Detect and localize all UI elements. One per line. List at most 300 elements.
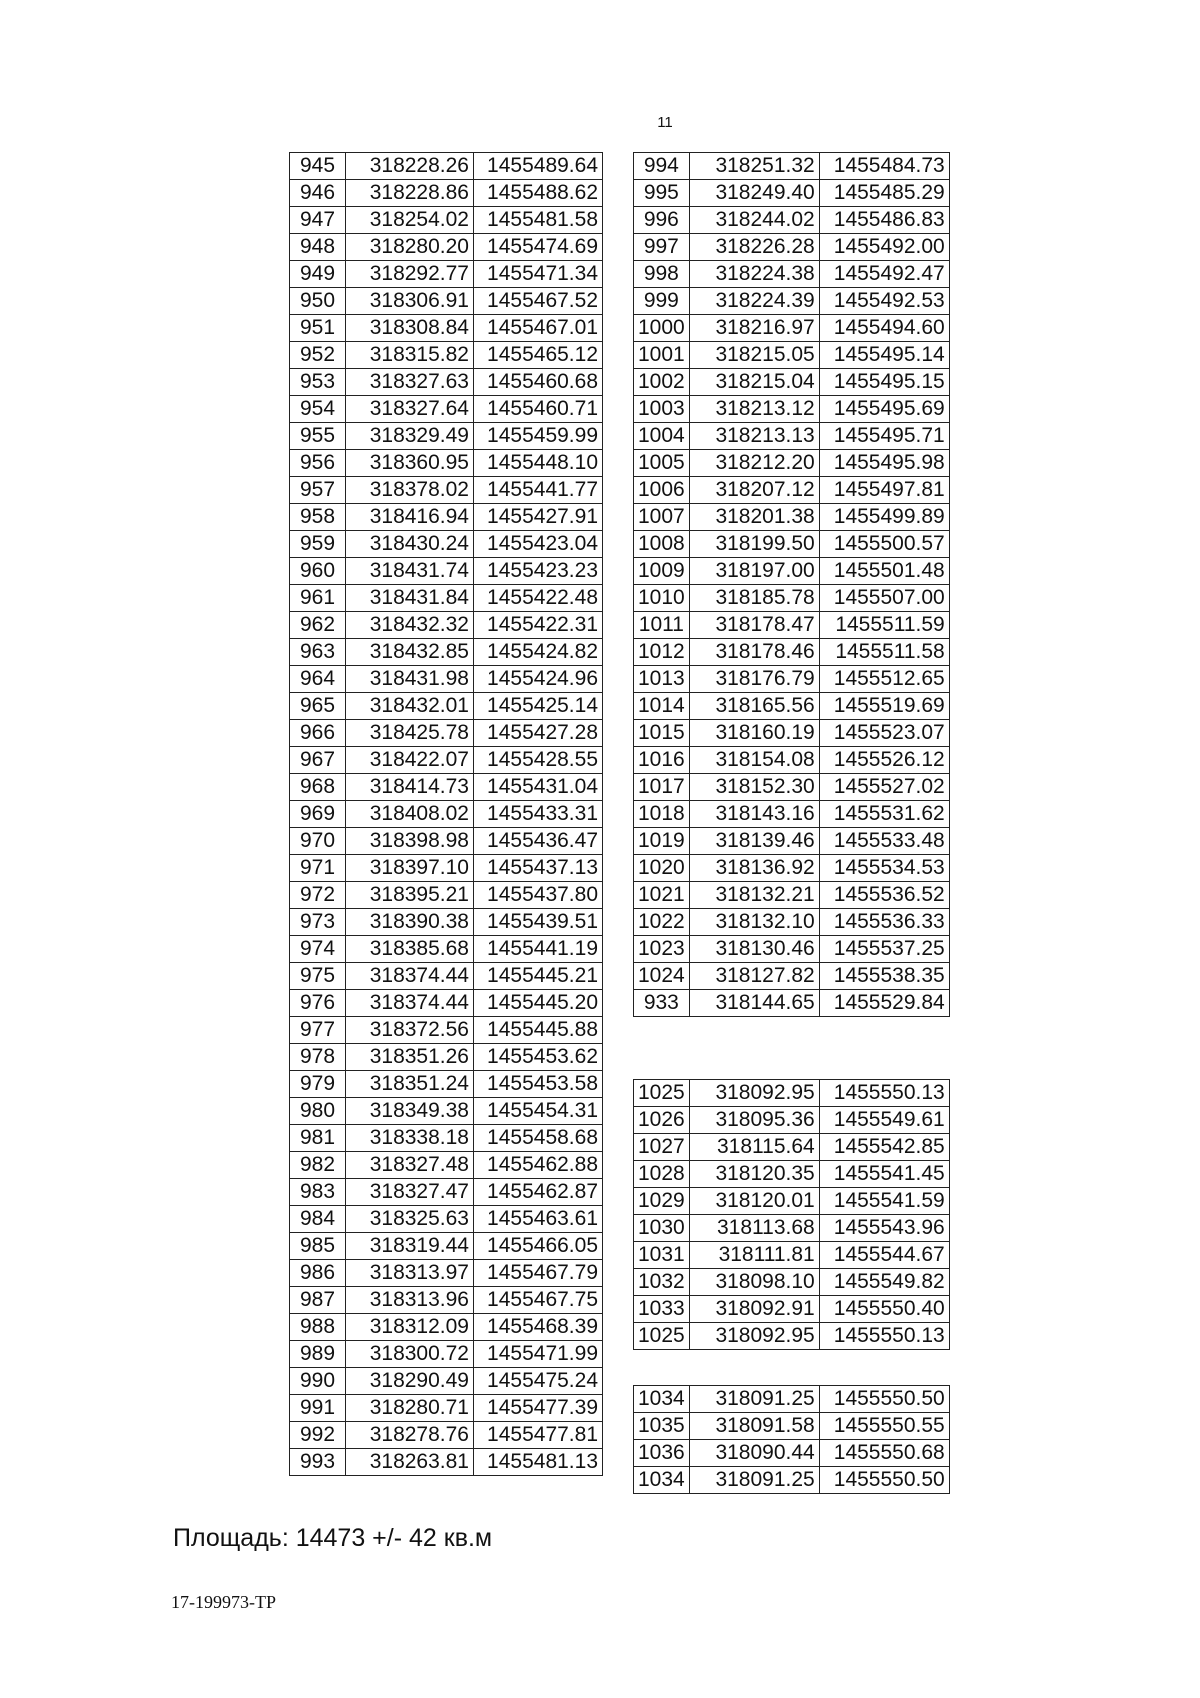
- coord-y: 1455423.23: [474, 558, 603, 585]
- point-number: 933: [634, 990, 690, 1017]
- coord-y: 1455467.79: [474, 1260, 603, 1287]
- coord-y: 1455486.83: [819, 207, 949, 234]
- coord-y: 1455507.00: [819, 585, 949, 612]
- point-number: 975: [290, 963, 346, 990]
- table-row: [634, 1386, 950, 1413]
- table-row: [634, 1440, 950, 1467]
- coord-y: 1455445.88: [474, 1017, 603, 1044]
- coord-y: 1455437.13: [474, 855, 603, 882]
- table-row: [290, 963, 603, 990]
- coord-y: 1455471.34: [474, 261, 603, 288]
- table-row: [634, 342, 950, 369]
- point-number: 980: [290, 1098, 346, 1125]
- coord-y: 1455550.13: [819, 1080, 949, 1107]
- coord-x: 318199.50: [689, 531, 819, 558]
- table-row: [634, 801, 950, 828]
- point-number: 974: [290, 936, 346, 963]
- coord-x: 318431.74: [346, 558, 474, 585]
- point-number: 949: [290, 261, 346, 288]
- coord-y: 1455549.61: [819, 1107, 949, 1134]
- table-row: [634, 477, 950, 504]
- coord-y: 1455462.87: [474, 1179, 603, 1206]
- coord-y: 1455541.59: [819, 1188, 949, 1215]
- table-row: [634, 963, 950, 990]
- coord-x: 318408.02: [346, 801, 474, 828]
- coord-y: 1455519.69: [819, 693, 949, 720]
- table-row: [634, 936, 950, 963]
- point-number: 1027: [634, 1134, 690, 1161]
- table-row: [634, 639, 950, 666]
- coord-x: 318263.81: [346, 1449, 474, 1476]
- table-row: [290, 1125, 603, 1152]
- point-number: 981: [290, 1125, 346, 1152]
- coord-y: 1455550.50: [819, 1386, 949, 1413]
- coord-y: 1455485.29: [819, 180, 949, 207]
- table-row: [290, 261, 603, 288]
- point-number: 1022: [634, 909, 690, 936]
- table-row: [634, 990, 950, 1017]
- point-number: 1034: [634, 1386, 690, 1413]
- coordinates-table-left: [289, 152, 603, 1476]
- coord-y: 1455495.69: [819, 396, 949, 423]
- table-row: [634, 1242, 950, 1269]
- table-row: [634, 288, 950, 315]
- coord-x: 318213.12: [689, 396, 819, 423]
- point-number: 972: [290, 882, 346, 909]
- point-number: 956: [290, 450, 346, 477]
- coord-x: 318201.38: [689, 504, 819, 531]
- table-row: [290, 612, 603, 639]
- coord-y: 1455533.48: [819, 828, 949, 855]
- coord-y: 1455529.84: [819, 990, 949, 1017]
- point-number: 961: [290, 585, 346, 612]
- point-number: 1026: [634, 1107, 690, 1134]
- point-number: 960: [290, 558, 346, 585]
- coord-x: 318178.46: [689, 639, 819, 666]
- coord-y: 1455468.39: [474, 1314, 603, 1341]
- table-row: [634, 558, 950, 585]
- coord-y: 1455436.47: [474, 828, 603, 855]
- table-row: [290, 342, 603, 369]
- coord-x: 318425.78: [346, 720, 474, 747]
- coord-y: 1455527.02: [819, 774, 949, 801]
- coord-x: 318120.01: [689, 1188, 819, 1215]
- coord-x: 318290.49: [346, 1368, 474, 1395]
- coord-x: 318351.24: [346, 1071, 474, 1098]
- coord-x: 318244.02: [689, 207, 819, 234]
- point-number: 1005: [634, 450, 690, 477]
- coordinates-table-right-3: [633, 1385, 950, 1494]
- table-row: [634, 1296, 950, 1323]
- point-number: 998: [634, 261, 690, 288]
- point-number: 971: [290, 855, 346, 882]
- coord-y: 1455445.21: [474, 963, 603, 990]
- point-number: 1007: [634, 504, 690, 531]
- point-number: 992: [290, 1422, 346, 1449]
- coord-y: 1455448.10: [474, 450, 603, 477]
- coordinates-table-right-2: [633, 1079, 950, 1350]
- coord-x: 318207.12: [689, 477, 819, 504]
- coord-y: 1455511.58: [819, 639, 949, 666]
- coord-x: 318432.01: [346, 693, 474, 720]
- point-number: 967: [290, 747, 346, 774]
- table-row: [634, 855, 950, 882]
- table-row: [290, 1098, 603, 1125]
- table-row: [634, 1323, 950, 1350]
- point-number: 950: [290, 288, 346, 315]
- point-number: 1009: [634, 558, 690, 585]
- coord-x: 318215.05: [689, 342, 819, 369]
- coord-x: 318414.73: [346, 774, 474, 801]
- point-number: 1023: [634, 936, 690, 963]
- coord-x: 318178.47: [689, 612, 819, 639]
- coord-y: 1455495.98: [819, 450, 949, 477]
- coord-x: 318092.95: [689, 1323, 819, 1350]
- area-text: Площадь: 14473 +/- 42 кв.м: [173, 1524, 493, 1552]
- coord-x: 318416.94: [346, 504, 474, 531]
- coord-x: 318113.68: [689, 1215, 819, 1242]
- point-number: 954: [290, 396, 346, 423]
- coord-x: 318251.32: [689, 153, 819, 180]
- coord-y: 1455542.85: [819, 1134, 949, 1161]
- coord-y: 1455550.55: [819, 1413, 949, 1440]
- point-number: 947: [290, 207, 346, 234]
- point-number: 1025: [634, 1080, 690, 1107]
- table-row: [290, 1260, 603, 1287]
- point-number: 952: [290, 342, 346, 369]
- coord-x: 318212.20: [689, 450, 819, 477]
- point-number: 1008: [634, 531, 690, 558]
- document-code: 17-199973-ТР: [171, 1592, 276, 1612]
- coord-y: 1455424.96: [474, 666, 603, 693]
- point-number: 1012: [634, 639, 690, 666]
- table-row: [290, 450, 603, 477]
- table-row: [290, 1449, 603, 1476]
- coord-y: 1455481.58: [474, 207, 603, 234]
- table-row: [290, 558, 603, 585]
- point-number: 973: [290, 909, 346, 936]
- coord-x: 318315.82: [346, 342, 474, 369]
- coord-y: 1455492.00: [819, 234, 949, 261]
- table-row: [290, 1044, 603, 1071]
- coord-y: 1455475.24: [474, 1368, 603, 1395]
- point-number: 1001: [634, 342, 690, 369]
- point-number: 1025: [634, 1323, 690, 1350]
- coord-x: 318432.32: [346, 612, 474, 639]
- coord-y: 1455536.52: [819, 882, 949, 909]
- table-row: [290, 234, 603, 261]
- coord-y: 1455471.99: [474, 1341, 603, 1368]
- coord-y: 1455422.31: [474, 612, 603, 639]
- point-number: 953: [290, 369, 346, 396]
- point-number: 1013: [634, 666, 690, 693]
- table-row: [290, 639, 603, 666]
- table-row: [634, 774, 950, 801]
- point-number: 983: [290, 1179, 346, 1206]
- point-number: 955: [290, 423, 346, 450]
- point-number: 969: [290, 801, 346, 828]
- point-number: 994: [634, 153, 690, 180]
- coord-x: 318228.86: [346, 180, 474, 207]
- point-number: 1003: [634, 396, 690, 423]
- coord-y: 1455489.64: [474, 153, 603, 180]
- coord-x: 318091.58: [689, 1413, 819, 1440]
- point-number: 959: [290, 531, 346, 558]
- coord-x: 318228.26: [346, 153, 474, 180]
- coord-y: 1455550.68: [819, 1440, 949, 1467]
- point-number: 988: [290, 1314, 346, 1341]
- coord-y: 1455537.25: [819, 936, 949, 963]
- table-row: [634, 909, 950, 936]
- coord-x: 318152.30: [689, 774, 819, 801]
- point-number: 1006: [634, 477, 690, 504]
- table-row: [290, 531, 603, 558]
- coord-y: 1455445.20: [474, 990, 603, 1017]
- point-number: 1035: [634, 1413, 690, 1440]
- table-row: [290, 396, 603, 423]
- coord-x: 318090.44: [689, 1440, 819, 1467]
- table-row: [290, 747, 603, 774]
- table-row: [290, 990, 603, 1017]
- table-row: [634, 207, 950, 234]
- point-number: 962: [290, 612, 346, 639]
- coord-y: 1455453.58: [474, 1071, 603, 1098]
- coord-y: 1455458.68: [474, 1125, 603, 1152]
- coord-x: 318313.96: [346, 1287, 474, 1314]
- coord-x: 318091.25: [689, 1386, 819, 1413]
- table-row: [634, 747, 950, 774]
- point-number: 963: [290, 639, 346, 666]
- coord-x: 318329.49: [346, 423, 474, 450]
- coord-y: 1455467.52: [474, 288, 603, 315]
- table-row: [634, 234, 950, 261]
- table-row: [290, 774, 603, 801]
- coord-y: 1455453.62: [474, 1044, 603, 1071]
- coord-x: 318144.65: [689, 990, 819, 1017]
- coord-x: 318292.77: [346, 261, 474, 288]
- coord-y: 1455499.89: [819, 504, 949, 531]
- table-row: [634, 612, 950, 639]
- point-number: 1000: [634, 315, 690, 342]
- coord-y: 1455494.60: [819, 315, 949, 342]
- coord-y: 1455495.71: [819, 423, 949, 450]
- coord-x: 318139.46: [689, 828, 819, 855]
- coord-x: 318319.44: [346, 1233, 474, 1260]
- point-number: 977: [290, 1017, 346, 1044]
- coord-y: 1455501.48: [819, 558, 949, 585]
- coord-x: 318224.39: [689, 288, 819, 315]
- coord-x: 318360.95: [346, 450, 474, 477]
- point-number: 1021: [634, 882, 690, 909]
- table-row: [634, 1269, 950, 1296]
- point-number: 996: [634, 207, 690, 234]
- coord-x: 318338.18: [346, 1125, 474, 1152]
- table-row: [290, 882, 603, 909]
- coord-y: 1455543.96: [819, 1215, 949, 1242]
- coord-y: 1455463.61: [474, 1206, 603, 1233]
- table-row: [290, 720, 603, 747]
- table-row: [634, 369, 950, 396]
- coord-y: 1455488.62: [474, 180, 603, 207]
- table-row: [634, 1215, 950, 1242]
- coord-y: 1455462.88: [474, 1152, 603, 1179]
- coord-y: 1455550.13: [819, 1323, 949, 1350]
- coord-x: 318280.71: [346, 1395, 474, 1422]
- coord-x: 318111.81: [689, 1242, 819, 1269]
- coord-x: 318213.13: [689, 423, 819, 450]
- table-row: [634, 531, 950, 558]
- table-row: [634, 1188, 950, 1215]
- table-row: [290, 1395, 603, 1422]
- table-row: [290, 1152, 603, 1179]
- table-row: [290, 1287, 603, 1314]
- coord-y: 1455422.48: [474, 585, 603, 612]
- point-number: 995: [634, 180, 690, 207]
- point-number: 979: [290, 1071, 346, 1098]
- coord-y: 1455460.71: [474, 396, 603, 423]
- table-row: [290, 1314, 603, 1341]
- coord-x: 318351.26: [346, 1044, 474, 1071]
- coord-y: 1455454.31: [474, 1098, 603, 1125]
- coord-y: 1455467.01: [474, 315, 603, 342]
- table-row: [290, 288, 603, 315]
- point-number: 946: [290, 180, 346, 207]
- coord-x: 318390.38: [346, 909, 474, 936]
- coord-y: 1455495.15: [819, 369, 949, 396]
- coord-y: 1455424.82: [474, 639, 603, 666]
- point-number: 964: [290, 666, 346, 693]
- coord-x: 318432.85: [346, 639, 474, 666]
- coord-y: 1455423.04: [474, 531, 603, 558]
- point-number: 1011: [634, 612, 690, 639]
- table-row: [290, 153, 603, 180]
- coord-y: 1455460.68: [474, 369, 603, 396]
- coord-y: 1455466.05: [474, 1233, 603, 1260]
- coord-y: 1455492.53: [819, 288, 949, 315]
- coord-x: 318349.38: [346, 1098, 474, 1125]
- coord-y: 1455431.04: [474, 774, 603, 801]
- coord-x: 318431.98: [346, 666, 474, 693]
- coord-y: 1455538.35: [819, 963, 949, 990]
- table-row: [634, 315, 950, 342]
- table-row: [290, 666, 603, 693]
- point-number: 948: [290, 234, 346, 261]
- table-row: [290, 1368, 603, 1395]
- point-number: 966: [290, 720, 346, 747]
- point-number: 1016: [634, 747, 690, 774]
- coord-y: 1455492.47: [819, 261, 949, 288]
- coordinates-table-right-1: [633, 152, 950, 1017]
- table-row: [634, 1467, 950, 1494]
- coord-x: 318385.68: [346, 936, 474, 963]
- table-row: [634, 1161, 950, 1188]
- table-row: [290, 855, 603, 882]
- coord-x: 318098.10: [689, 1269, 819, 1296]
- coord-y: 1455427.28: [474, 720, 603, 747]
- point-number: 968: [290, 774, 346, 801]
- table-row: [290, 801, 603, 828]
- coord-y: 1455477.39: [474, 1395, 603, 1422]
- coord-y: 1455541.45: [819, 1161, 949, 1188]
- table-row: [290, 1179, 603, 1206]
- coord-x: 318176.79: [689, 666, 819, 693]
- point-number: 990: [290, 1368, 346, 1395]
- coord-y: 1455550.50: [819, 1467, 949, 1494]
- point-number: 1010: [634, 585, 690, 612]
- table-row: [290, 1206, 603, 1233]
- coord-x: 318130.46: [689, 936, 819, 963]
- point-number: 997: [634, 234, 690, 261]
- coord-y: 1455428.55: [474, 747, 603, 774]
- table-row: [290, 315, 603, 342]
- coord-y: 1455459.99: [474, 423, 603, 450]
- page-number: 11: [657, 114, 673, 131]
- coord-y: 1455511.59: [819, 612, 949, 639]
- coord-x: 318143.16: [689, 801, 819, 828]
- point-number: 1024: [634, 963, 690, 990]
- table-row: [634, 666, 950, 693]
- point-number: 958: [290, 504, 346, 531]
- point-number: 1017: [634, 774, 690, 801]
- table-row: [634, 153, 950, 180]
- coord-x: 318165.56: [689, 693, 819, 720]
- coord-x: 318092.91: [689, 1296, 819, 1323]
- coord-y: 1455477.81: [474, 1422, 603, 1449]
- table-row: [634, 585, 950, 612]
- point-number: 945: [290, 153, 346, 180]
- coord-x: 318127.82: [689, 963, 819, 990]
- coord-x: 318216.97: [689, 315, 819, 342]
- coord-x: 318249.40: [689, 180, 819, 207]
- coord-y: 1455531.62: [819, 801, 949, 828]
- coord-x: 318091.25: [689, 1467, 819, 1494]
- coord-x: 318226.28: [689, 234, 819, 261]
- coord-x: 318132.10: [689, 909, 819, 936]
- coord-x: 318378.02: [346, 477, 474, 504]
- coord-x: 318422.07: [346, 747, 474, 774]
- table-row: [290, 423, 603, 450]
- table-row: [290, 909, 603, 936]
- coord-x: 318280.20: [346, 234, 474, 261]
- coord-y: 1455439.51: [474, 909, 603, 936]
- table-row: [290, 828, 603, 855]
- table-row: [634, 828, 950, 855]
- coord-x: 318160.19: [689, 720, 819, 747]
- point-number: 1032: [634, 1269, 690, 1296]
- coord-x: 318327.47: [346, 1179, 474, 1206]
- point-number: 1031: [634, 1242, 690, 1269]
- table-row: [634, 180, 950, 207]
- table-row: [290, 1071, 603, 1098]
- point-number: 965: [290, 693, 346, 720]
- point-number: 993: [290, 1449, 346, 1476]
- table-row: [290, 207, 603, 234]
- table-row: [634, 1080, 950, 1107]
- table-row: [290, 585, 603, 612]
- coord-x: 318115.64: [689, 1134, 819, 1161]
- coord-x: 318278.76: [346, 1422, 474, 1449]
- coord-y: 1455465.12: [474, 342, 603, 369]
- point-number: 1029: [634, 1188, 690, 1215]
- point-number: 1030: [634, 1215, 690, 1242]
- coord-y: 1455512.65: [819, 666, 949, 693]
- point-number: 999: [634, 288, 690, 315]
- coord-x: 318306.91: [346, 288, 474, 315]
- table-row: [290, 1017, 603, 1044]
- point-number: 991: [290, 1395, 346, 1422]
- coord-x: 318431.84: [346, 585, 474, 612]
- point-number: 957: [290, 477, 346, 504]
